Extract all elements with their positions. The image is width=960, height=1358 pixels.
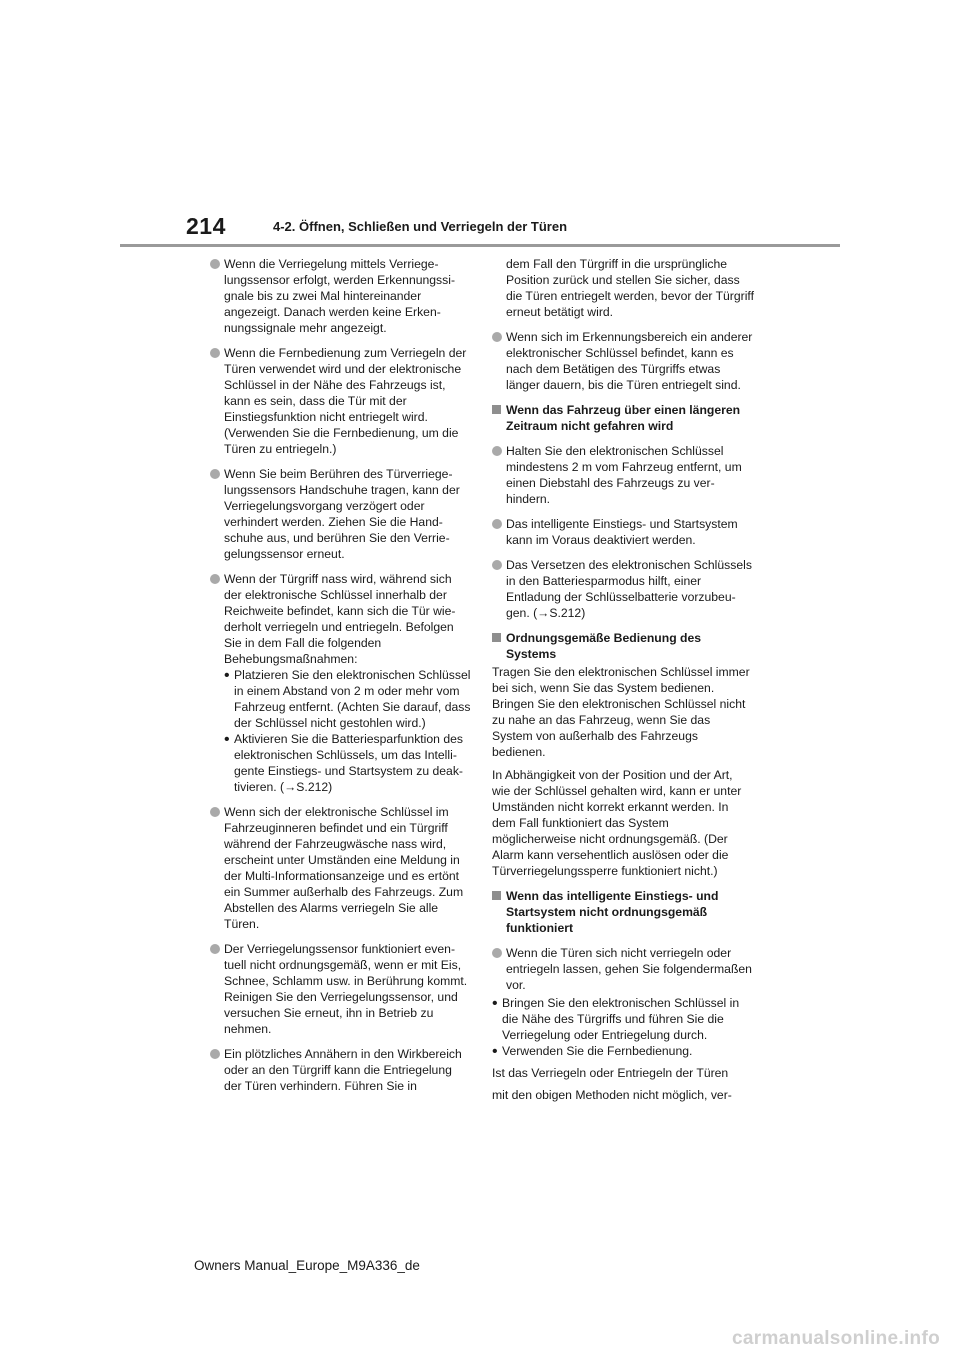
bullet-text: Wenn der Türgriff nass wird, während sich der elektronische Schlüssel innerhalb der Reichweite befindet, kann sich die Tür wiederholt verriegeln und entriegeln. Befolgen Sie in dem Fall die folgenden Behebungsmaßnahmen: [224,572,456,666]
bullet-text: Ein plötzliches Annähern in den Wirkbereich oder an den Türgriff kann die Entriegelung der Türen verhindern. Führen Sie in [224,1047,462,1093]
heading-text: Ordnungsgemäße Bedienung des Systems [506,631,702,661]
bullet-item [492,329,754,393]
section-title: 4-2. Öffnen, Schließen und Verriegeln der Türen [273,219,568,234]
bullet-text: Der Verriegelungssensor funktioniert eventuell nicht ordnungsgemäß, wenn er mit Eis, Schnee, Schlamm usw. in Berührung kommt. Reinigen Sie den Verriegelungssensor, und versuchen Sie erneut, ihn in Betrieb zu nehmen. [224,942,468,1036]
bullet-item [210,256,472,336]
bullet-dot-icon [210,348,220,358]
bullet-dot-icon [210,1049,220,1059]
watermark: carmanualsonline.info [732,1328,940,1349]
bullet-continuation [492,256,754,320]
bullet-text: dem Fall den Türgriff in die ursprüngliche Position zurück und stellen Sie sicher, dass die Türen entriegelt werden, bevor der Türgriff erneut betätigt wird. [506,257,754,319]
bullet-item [492,516,754,548]
bullet-dot-icon [492,948,502,958]
header-rule [120,244,840,247]
bullet-text: Wenn Sie beim Berühren des Türverriegelungssensors Handschuhe tragen, kann der Verriegelungsvorgang verzögert oder verhindert werden. Ziehen Sie die Handschuhe aus, und berühren Sie den Verriegelungssensor erneut. [224,467,460,561]
sub-bullet-text: Verwenden Sie die Fernbedienung. [502,1044,693,1058]
bullet-dot-icon [210,574,220,584]
bullet-text: Das intelligente Einstiegs- und Startsystem kann im Voraus deaktiviert werden. [506,517,738,547]
bullet-item [210,941,472,1037]
square-marker-icon [492,405,501,414]
sub-bullet-mark-icon: • [224,667,230,684]
bullet-text: Wenn die Fernbedienung zum Verriegeln der Türen verwendet wird und der elektronische Schlüssel in der Nähe des Fahrzeugs ist, kann es sein, dass die Tür mit der Einstiegsfunktion nicht entriegelt wird. (Verwenden Sie die Fernbedienung, um die Türen zu entriegeln.) [224,346,467,456]
paragraph: In Abhängigkeit von der Position und der Art, wie der Schlüssel gehalten wird, kann er unter Umständen nicht korrekt erkannt werden. In dem Fall funktioniert das System möglicherweise nicht ordnungsgemäß. (Der Alarm kann versehentlich auslösen oder die Türverriegelungssperre funktioniert nicht.) [492,768,742,878]
bullet-text: Wenn die Türen sich nicht verriegeln oder entriegeln lassen, gehen Sie folgendermaßen vor. [506,946,752,992]
bullet-dot-icon [492,560,502,570]
sub-bullet-item [492,995,754,1043]
sub-bullet-mark-icon: • [492,995,498,1012]
page-number: 214 [186,213,226,239]
bullet-item [210,466,472,562]
subsection-heading [492,630,754,662]
paragraph: mit den obigen Methoden nicht möglich, ver- [492,1088,732,1102]
bullet-dot-icon [210,469,220,479]
heading-text: Wenn das intelligente Einstiegs- und Startsystem nicht ordnungsgemäß funktioniert [506,889,719,935]
right-column [492,256,754,1110]
square-marker-icon [492,633,501,642]
sub-bullet-item [492,1043,754,1059]
bullet-dot-icon [210,807,220,817]
sub-bullet-text: Bringen Sie den elektronischen Schlüssel in die Nähe des Türgriffs und führen Sie die Verriegelung oder Entriegelung durch. [502,996,740,1042]
sub-bullet-mark-icon: • [492,1043,498,1060]
paragraph: Tragen Sie den elektronischen Schlüssel immer bei sich, wenn Sie das System bedienen. Bringen Sie den elektronischen Schlüssel nicht zu nahe an das Fahrzeug, wenn Sie das System von außerhalb des Fahrzeugs bedienen. [492,665,750,759]
left-column [210,256,472,1103]
bullet-text: Wenn sich im Erkennungsbereich ein anderer elektronischer Schlüssel befindet, kann es nach dem Betätigen des Türgriffs etwas länger dauern, bis die Türen entriegelt sind. [506,330,753,392]
subsection-heading [492,888,754,936]
bullet-dot-icon [492,446,502,456]
bullet-item [210,1046,472,1094]
bullet-dot-icon [492,519,502,529]
bullet-item [492,945,754,993]
paragraph: Ist das Verriegeln oder Entriegeln der Türen [492,1066,729,1080]
bullet-item [210,345,472,457]
heading-text: Wenn das Fahrzeug über einen längeren Zeitraum nicht gefahren wird [506,403,741,433]
footer-manual-id: Owners Manual_Europe_M9A336_de [194,1258,420,1273]
sub-bullet-item [224,731,472,795]
bullet-item [492,557,754,621]
sub-bullet-item [224,667,472,731]
square-marker-icon [492,891,501,900]
bullet-dot-icon [210,944,220,954]
sub-bullet-text: Platzieren Sie den elektronischen Schlüssel in einem Abstand von 2 m oder mehr vom Fahrzeug entfernt. (Achten Sie darauf, dass der Schlüssel nicht gestohlen wird.) [234,668,471,730]
bullet-item [210,571,472,795]
bullet-text: Das Versetzen des elektronischen Schlüssels in den Batteriesparmodus hilft, einer Entladung der Schlüsselbatterie vorzubeugen. (→S.212) [506,558,752,620]
sub-bullet-text: Aktivieren Sie die Batteriesparfunktion des elektronischen Schlüssels, um das Intelligente Einstiegs- und Startsystem zu deaktivieren. (→S.212) [234,732,463,794]
bullet-text: Halten Sie den elektronischen Schlüssel mindestens 2 m vom Fahrzeug entfernt, um einen Diebstahl des Fahrzeugs zu verhindern. [506,444,742,506]
bullet-item [210,804,472,932]
bullet-text: Wenn sich der elektronische Schlüssel im Fahrzeuginneren befindet und ein Türgriff während der Fahrzeugwäsche nass wird, erscheint unter Umständen eine Meldung in der Multi-Informationsanzeige und es ertönt ein Summer außerhalb des Fahrzeugs. Zum Abstellen des Alarms verriegeln Sie alle Türen. [224,805,464,931]
bullet-text: Wenn die Verriegelung mittels Verriegelungssensor erfolgt, werden Erkennungssignale bis zu zwei Mal hintereinander angezeigt. Danach werden keine Erkennungssignale mehr angezeigt. [224,257,456,335]
bullet-dot-icon [492,332,502,342]
bullet-item [492,443,754,507]
bullet-dot-icon [210,259,220,269]
sub-bullet-mark-icon: • [224,731,230,748]
subsection-heading [492,402,754,434]
